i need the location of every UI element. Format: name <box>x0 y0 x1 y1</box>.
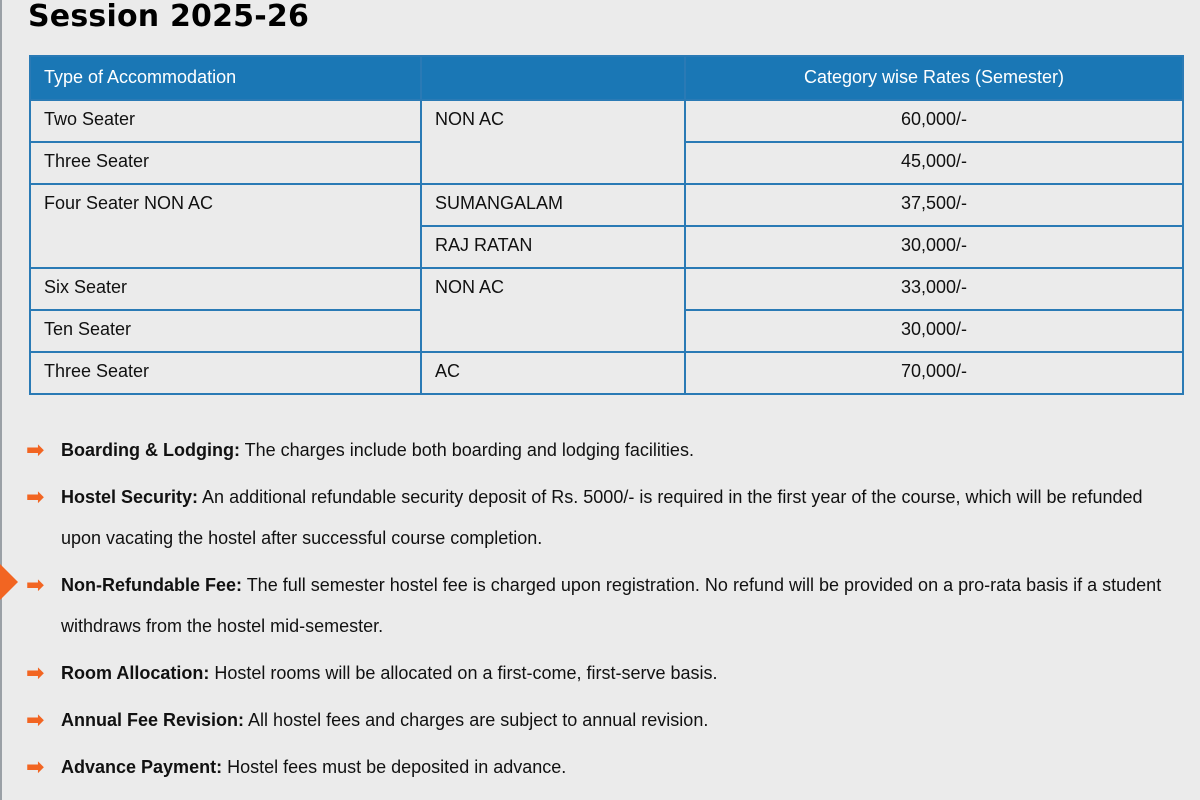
right-arrow-icon: ➡ <box>26 438 45 463</box>
list-item <box>26 653 1176 694</box>
list-item <box>26 747 1176 788</box>
table-row <box>30 352 1183 394</box>
note-text: An additional refundable security deposit of Rs. 5000/- is required in the first year of the course, which will be refunded upon vacating the hostel after successful course completion. <box>61 487 1143 548</box>
list-item <box>26 477 1176 559</box>
page-title: Session 2025-26 <box>28 0 310 34</box>
cell-rate: 45,000/- <box>685 142 1183 184</box>
note-title: Annual Fee Revision: <box>61 710 245 730</box>
cell-type: Three Seater <box>30 352 421 394</box>
hostel-notes-list <box>26 430 1176 794</box>
cell-rate: 70,000/- <box>685 352 1183 394</box>
right-arrow-icon: ➡ <box>26 485 45 510</box>
cell-type: Four Seater NON AC <box>30 184 421 268</box>
note-title: Boarding & Lodging: <box>61 440 240 460</box>
cell-category: SUMANGALAM <box>421 184 685 226</box>
note-text: Hostel fees must be deposited in advance. <box>222 757 567 777</box>
header-category <box>421 56 685 100</box>
cell-category: NON AC <box>421 100 685 184</box>
note-title: Hostel Security: <box>61 487 199 507</box>
header-type: Type of Accommodation <box>30 56 421 100</box>
cell-type: Two Seater <box>30 100 421 142</box>
note-title: Non-Refundable Fee: <box>61 575 243 595</box>
table-row <box>30 184 1183 226</box>
triangle-marker-icon <box>0 564 18 600</box>
accommodation-rates-table <box>29 55 1184 395</box>
note-text: Hostel rooms will be allocated on a first-come, first-serve basis. <box>209 663 718 683</box>
cell-category: RAJ RATAN <box>421 226 685 268</box>
right-arrow-icon: ➡ <box>26 661 45 686</box>
cell-category: AC <box>421 352 685 394</box>
table-row <box>30 268 1183 310</box>
page-left-border <box>0 0 2 800</box>
cell-category: NON AC <box>421 268 685 352</box>
right-arrow-icon: ➡ <box>26 755 45 780</box>
cell-type: Ten Seater <box>30 310 421 352</box>
note-title: Advance Payment: <box>61 757 223 777</box>
note-text: All hostel fees and charges are subject to annual revision. <box>244 710 709 730</box>
table-header-row <box>30 56 1183 100</box>
cell-type: Six Seater <box>30 268 421 310</box>
right-arrow-icon: ➡ <box>26 573 45 598</box>
list-item <box>26 565 1176 647</box>
right-arrow-icon: ➡ <box>26 708 45 733</box>
cell-rate: 37,500/- <box>685 184 1183 226</box>
cell-rate: 60,000/- <box>685 100 1183 142</box>
note-text: The charges include both boarding and lodging facilities. <box>239 440 694 460</box>
table-row <box>30 100 1183 142</box>
cell-rate: 30,000/- <box>685 310 1183 352</box>
header-rates: Category wise Rates (Semester) <box>685 56 1183 100</box>
note-text: The full semester hostel fee is charged upon registration. No refund will be provided on a pro-rata basis if a student withdraws from the hostel mid-semester. <box>61 575 1162 636</box>
list-item <box>26 700 1176 741</box>
list-item <box>26 430 1176 471</box>
cell-rate: 30,000/- <box>685 226 1183 268</box>
cell-type: Three Seater <box>30 142 421 184</box>
cell-rate: 33,000/- <box>685 268 1183 310</box>
note-title: Room Allocation: <box>61 663 210 683</box>
